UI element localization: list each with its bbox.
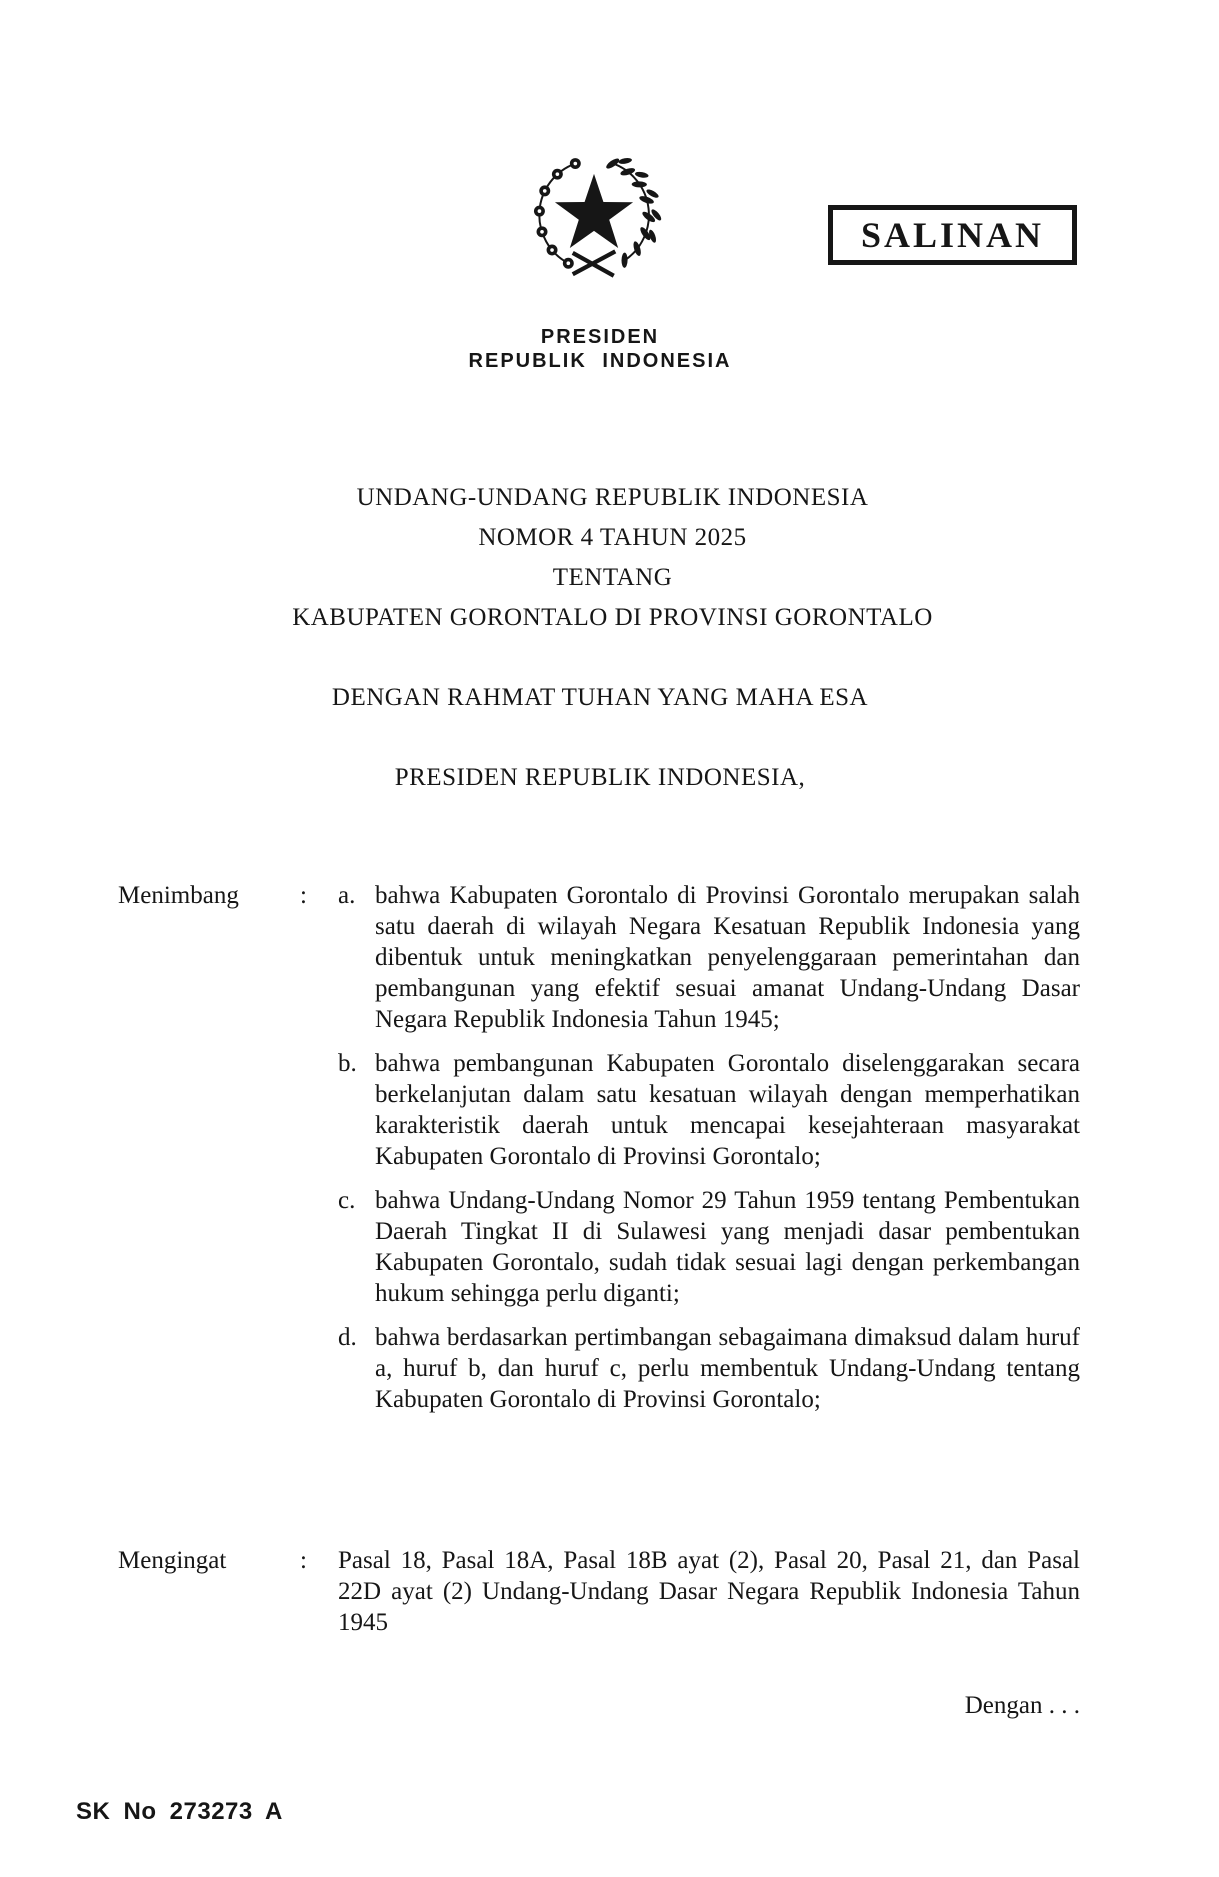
- mengingat-colon: :: [300, 1547, 307, 1574]
- item-text: bahwa pembangunan Kabupaten Gorontalo diselenggarakan secara berkelanjutan dalam satu kesatuan wilayah dengan memperhatikan karakteristik daerah untuk mencapai kesejahteraan masyarakat Kabupaten Gorontalo di Provinsi Gorontalo;: [375, 1050, 1080, 1170]
- item-marker: d.: [338, 1324, 357, 1351]
- sk-number: SK No 273273 A: [76, 1798, 283, 1825]
- presidential-emblem: [518, 136, 670, 306]
- item-marker: a.: [338, 882, 356, 909]
- mengingat-label: Mengingat: [118, 1547, 227, 1574]
- mengingat-text: Pasal 18, Pasal 18A, Pasal 18B ayat (2), Pasal 20, Pasal 21, dan Pasal 22D ayat (2) Undang-Undang Dasar Negara Republik Indonesia Tahun 1945: [338, 1547, 1080, 1636]
- item-text: bahwa Kabupaten Gorontalo di Provinsi Gorontalo merupakan salah satu daerah di wilayah Negara Kesatuan Republik Indonesia yang dibentuk untuk meningkatkan penyelenggaraan pemerintahan dan pembangunan yang efektif sesuai amanat Undang-Undang Dasar Negara Republik Indonesia Tahun 1945;: [375, 882, 1080, 1033]
- consideration-item-c: [338, 1185, 1080, 1309]
- salinan-stamp: [828, 205, 1077, 265]
- letterhead-presiden: PRESIDEN: [540, 326, 660, 348]
- item-text: bahwa berdasarkan pertimbangan sebagaimana dimaksud dalam huruf a, huruf b, dan huruf c, perlu membentuk Undang-Undang tentang Kabupaten Gorontalo di Provinsi Gorontalo;: [375, 1324, 1080, 1413]
- star-wreath-icon: [518, 136, 670, 306]
- salinan-stamp-label: SALINAN: [860, 215, 1045, 255]
- title-line-3: TENTANG: [552, 564, 673, 591]
- title-line-1: UNDANG-UNDANG REPUBLIK INDONESIA: [356, 484, 869, 511]
- invocation-line: DENGAN RAHMAT TUHAN YANG MAHA ESA: [331, 684, 869, 711]
- item-marker: b.: [338, 1050, 357, 1077]
- letterhead-republik-indonesia: REPUBLIK INDONESIA: [468, 350, 732, 372]
- authority-line: PRESIDEN REPUBLIK INDONESIA,: [394, 764, 806, 791]
- menimbang-label: Menimbang: [118, 882, 239, 909]
- item-marker: c.: [338, 1187, 356, 1214]
- mengingat-section: [118, 1545, 1080, 1638]
- title-line-4: KABUPATEN GORONTALO DI PROVINSI GORONTALO: [292, 604, 933, 631]
- letterhead: [450, 325, 750, 373]
- menimbang-colon: :: [300, 882, 307, 909]
- consideration-item-d: [338, 1322, 1080, 1415]
- menimbang-section: [118, 880, 1080, 1415]
- menimbang-body: [338, 880, 1080, 1415]
- mengingat-body: [338, 1545, 1080, 1638]
- document-title: [105, 483, 1120, 643]
- consideration-item-b: [338, 1048, 1080, 1172]
- item-text: bahwa Undang-Undang Nomor 29 Tahun 1959 tentang Pembentukan Daerah Tingkat II di Sulawesi yang menjadi dasar pembentukan Kabupaten Gorontalo, sudah tidak sesuai lagi dengan perkembangan hukum sehingga perlu diganti;: [375, 1187, 1080, 1307]
- consideration-item-a: [338, 880, 1080, 1035]
- catchword: Dengan . . .: [964, 1692, 1080, 1719]
- title-line-2: NOMOR 4 TAHUN 2025: [478, 524, 747, 551]
